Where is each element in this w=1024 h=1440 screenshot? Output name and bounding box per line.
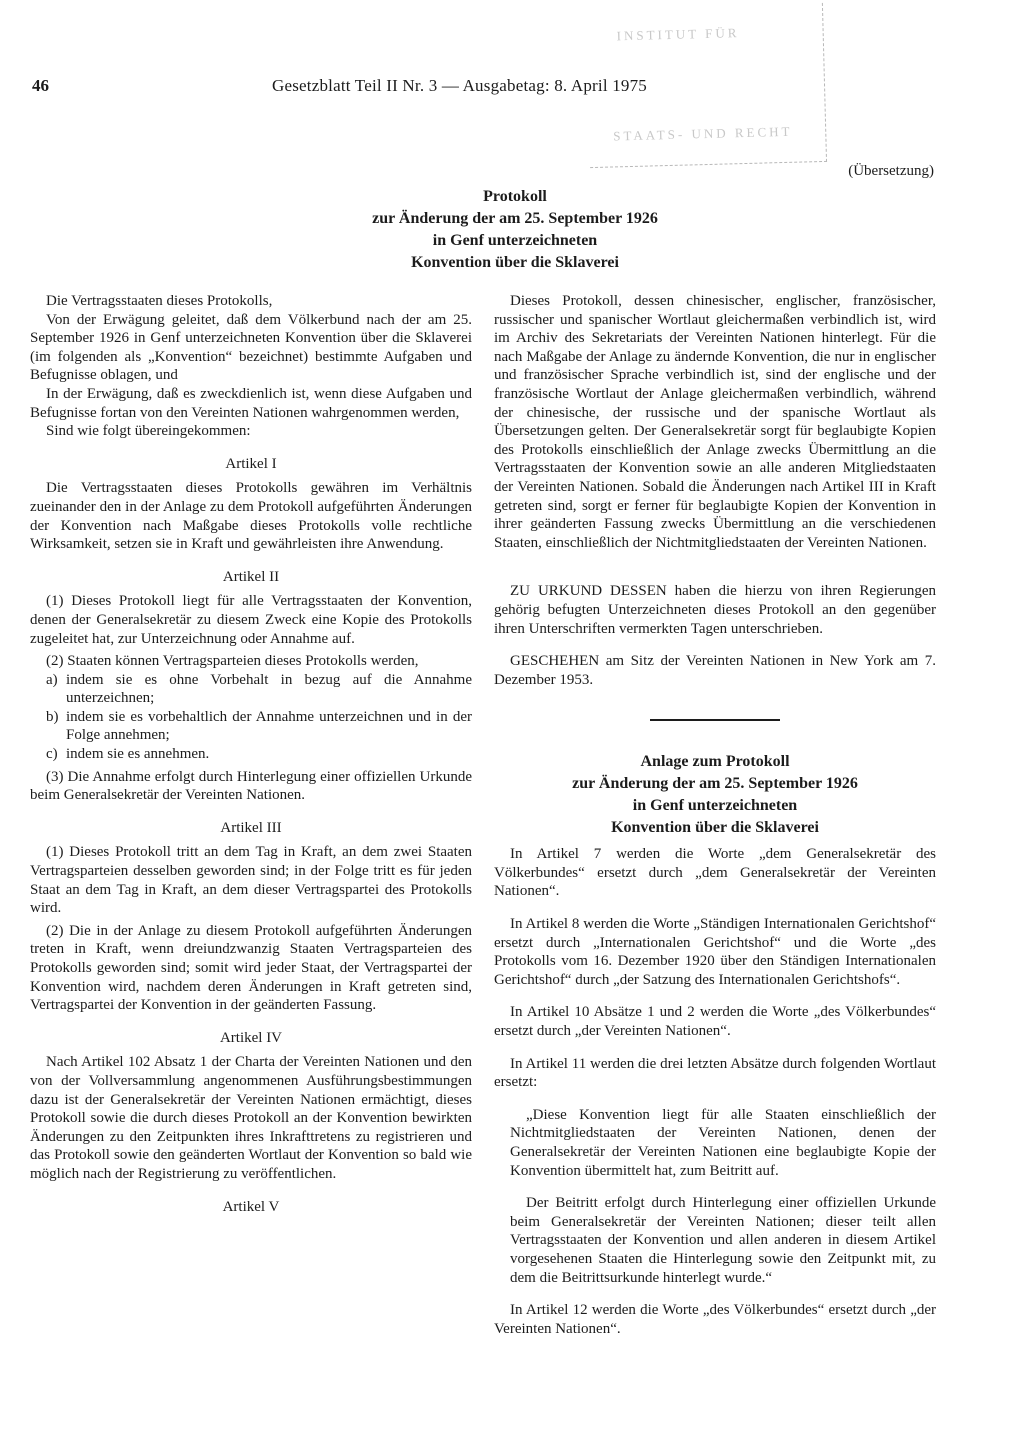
preamble-paragraph: Von der Erwägung geleitet, daß dem Völkerbund nach der am 25. September 1926 in Genf unterzeichneten Konvention über die Sklaverei (im folgenden als „Konvention“ bezeichnet) bestimmte Aufgaben und Befugnisse oblagen, und [30,311,472,384]
article-paragraph: (1) Dieses Protokoll tritt an dem Tag in Kraft, an dem zwei Staaten Vertragsparteien desselben geworden sind; in der Folge tritt es für jeden Staat an dem Tag in Kraft, an dem dieser Vertragspartei des Protokolls wird. [30,844,472,917]
annex-paragraph: In Artikel 11 werden die drei letzten Absätze durch folgenden Wortlaut ersetzt: [494,1055,936,1091]
preamble-paragraph: In der Erwägung, daß es zweckdienlich ist, wenn diese Aufgaben und Befugnisse fortan von den Vereinten Nationen wahrgenommen werden, [30,385,472,421]
list-item [30,671,472,708]
preamble-paragraph: Sind wie folgt übereingekommen: [46,423,251,440]
list-text: indem sie es annehmen. [66,746,210,763]
quote-paragraph: Der Beitritt erfolgt durch Hinterlegung einer offiziellen Urkunde beim Generalsekretär der Vereinten Nationen; dieser teilt allen Vertragsstaaten der Konvention und allen anderen in diesem Artikel vorgesehenen Staaten die Hinterlegung sowie den Zeitpunkt mit, zu dem die Beitrittsurkunde hinterlegt wurde.“ [510,1195,936,1286]
annex-paragraph: In Artikel 10 Absätze 1 und 2 werden die Worte „des Völkerbundes“ ersetzt durch „der Vereinten Nationen“. [494,1004,936,1040]
annex-paragraph: In Artikel 7 werden die Worte „dem Generalsekretär des Völkerbundes“ ersetzt durch „dem Generalsekretär der Vereinten Nationen“. [494,846,936,900]
title-line: zur Änderung der am 25. September 1926 [372,210,658,227]
protocol-title [240,186,790,274]
article-paragraph: (1) Dieses Protokoll liegt für alle Vertragsstaaten der Konvention, denen der Generalsekretär zu diesem Zweck eine Kopie des Protokolls zugeleitet hat, zur Unterzeichnung oder Annahme auf. [30,593,472,647]
article-heading: Artikel IV [219,1029,283,1046]
list-letter: a) [46,671,58,688]
annex-paragraph: In Artikel 8 werden die Worte „Ständigen Internationalen Gerichtshof“ ersetzt durch „Internationalen Gerichtshof“ und die Worte „des Protokolls vom 16. Dezember 1920 über den Ständigen Internationalen Gerichtshof“ durch „der Satzung des Internationalen Gerichtshofs“. [494,916,936,988]
article-paragraph: (2) Die in der Anlage zu diesem Protokoll aufgeführten Änderungen treten in Kraft, wenn dreiundzwanzig Staaten Vertragsparteien des Protokolls geworden sind; somit wird jeder Staat, der Vertragspartei der Konvention wird, nachdem deren Änderungen in Kraft getreten sind, Vertragspartei der Konvention in der geänderten Fassung. [30,922,472,1014]
list-text: indem sie es vorbehaltlich der Annahme unterzeichnen und in der Folge annehmen; [66,708,472,744]
article-paragraph: Die Vertragsstaaten dieses Protokolls gewähren im Verhältnis zueinander den in der Anlage zu dem Protokoll aufgeführten Änderungen der Konvention nach Maßgabe dieses Protokolls volle rechtliche Wirksamkeit, setzen sie in Kraft und gewährleisten ihre Anwendung. [30,480,472,553]
article-heading: Artikel II [222,568,280,585]
title-line: Konvention über die Sklaverei [411,254,619,271]
article-heading: Artikel I [225,455,277,472]
article-paragraph: (2) Staaten können Vertragsparteien dieses Protokolls werden, [46,653,419,670]
title-line: Protokoll [483,188,547,205]
annex-title-line: zur Änderung der am 25. September 1926 [572,775,858,793]
title-line: in Genf unterzeichneten [432,232,598,249]
list-letter: c) [46,746,58,763]
page-number: 46 [32,76,49,95]
translation-note: (Übersetzung) [848,163,934,179]
annex-title [494,751,936,839]
article-heading: Artikel III [220,819,282,836]
list-item [30,708,472,745]
annex-title-line: in Genf unterzeichneten [632,797,798,815]
list-letter: b) [46,708,59,725]
quoted-text [494,1106,936,1287]
annex-paragraph: In Artikel 12 werden die Worte „des Völkerbundes“ ersetzt durch „der Vereinten Nationen“. [494,1302,936,1337]
page-header [0,76,1024,102]
stamp-line-2: STAATS- UND RECHT [613,123,793,144]
witness-clause: ZU URKUND DESSEN haben die hierzu von ihren Regierungen gehörig befugten Unterzeichneten dieses Protokoll an den gegenüber ihren Unterschriften vermerkten Tagen unterschrieben. [494,583,936,637]
right-column [494,292,936,1338]
stamp-line-1: INSTITUT FÜR [616,25,740,44]
preamble-paragraph: Die Vertragsstaaten dieses Protokolls, [46,293,273,309]
annex-title-line: Konvention über die Sklaverei [611,819,819,837]
running-head: Gesetzblatt Teil II Nr. 3 — Ausgabetag: 8. April 1975 [272,76,648,95]
section-divider [650,719,780,721]
quote-paragraph: „Diese Konvention liegt für alle Staaten einschließlich der Nichtmitgliedstaaten der Vereinten Nationen, denen der Generalsekretär der Vereinten Nationen eine beglaubigte Kopie der Konvention übermittelt hat, zum Beitritt auf. [510,1106,936,1179]
library-stamp [586,3,827,168]
done-at-clause: GESCHEHEN am Sitz der Vereinten Nationen in New York am 7. Dezember 1953. [494,653,936,688]
article-paragraph: Dieses Protokoll, dessen chinesischer, englischer, französischer, russischer und spanischer Wortlaut gleichermaßen verbindlich ist, wird im Archiv des Sekretariats der Vereinten Nationen hinterlegt. Für die nach Maßgabe der Anlage zu ändernde Konvention, die nur in englischer und französischer Sprache verbindlich ist, sind der englische und der französische Wortlaut der Anlage gleichermaßen verbindlich, während der chinesische, der russische und der spanische Wortlaut als Übersetzungen gelten. Der Generalsekretär sorgt für beglaubigte Kopien des Protokolls einschließlich der Anlage zwecks Übermittlung an die Vertragsstaaten der Konvention sowie an alle anderen Mitgliedstaaten der Vereinten Nationen. Sobald die Änderungen nach Artikel III in Kraft getreten sind, sorgt er ferner für beglaubigte Kopien der Konvention in ihrer geänderten Fassung zwecks Übermittlung an die verschiedenen Staaten, einschließlich der Nichtmitgliedstaaten der Vereinten Nationen. [494,293,936,551]
left-column [30,292,472,1222]
annex-title-line: Anlage zum Protokoll [640,753,790,771]
article-paragraph: (3) Die Annahme erfolgt durch Hinterlegung einer offiziellen Urkunde beim Generalsekretär der Vereinten Nationen. [30,768,472,804]
list-item [30,745,472,764]
article-paragraph: Nach Artikel 102 Absatz 1 der Charta der Vereinten Nationen und den von der Vollversammlung angenommenen Ausführungsbestimmungen dazu ist der Generalsekretär der Vereinten Nationen ermächtigt, dieses Protokoll sowie die durch dieses Protokoll an der Konvention bewirkten Änderungen zu den Zeitpunkten ihres Inkrafttretens zu registrieren und das Protokoll sowie den geänderten Wortlaut der Konvention so bald wie möglich nach der Registrierung zu veröffentlichen. [30,1054,472,1182]
list-text: indem sie es ohne Vorbehalt in bezug auf die Annahme unterzeichnen; [66,671,472,707]
article-heading: Artikel V [222,1198,280,1215]
